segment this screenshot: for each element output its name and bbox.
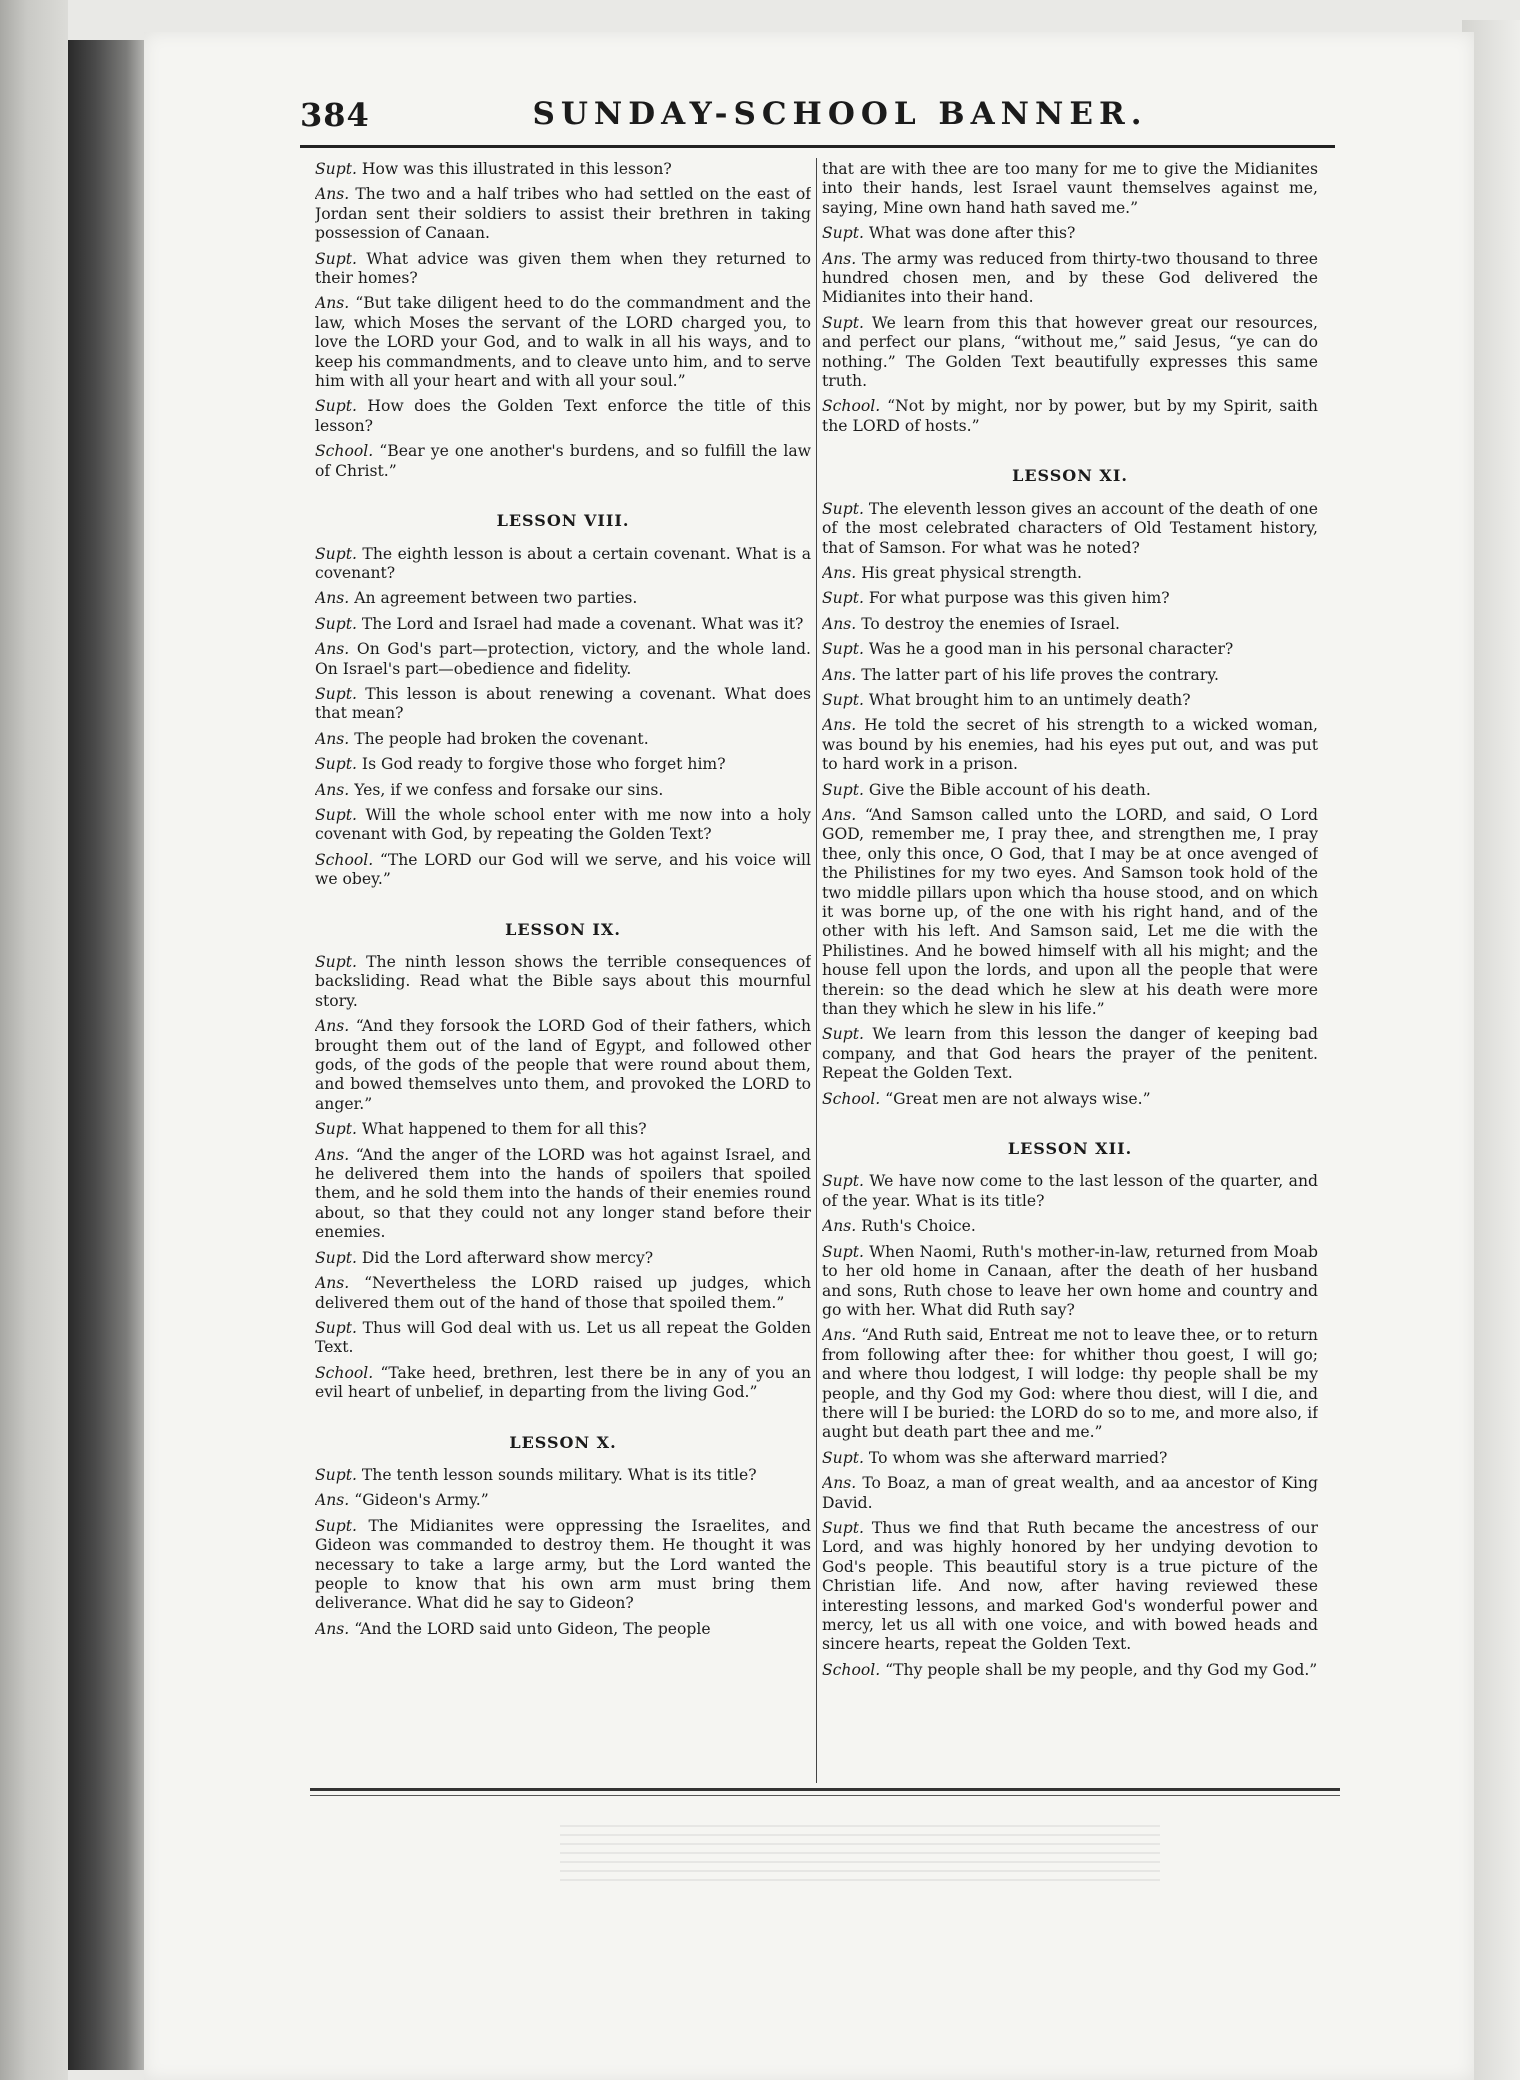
paragraph-text: The eighth lesson is about a certain covenant. What is a covenant? xyxy=(315,544,811,582)
book-gutter-shadow xyxy=(68,40,146,2070)
dialogue-paragraph xyxy=(822,314,1318,392)
dialogue-paragraph xyxy=(315,250,811,289)
paragraph-text: that are with thee are too many for me to give the Midianites into their hands, lest Israel vaunt themselves against me, saying, Mine own hand hath saved me.” xyxy=(822,160,1318,217)
dialogue-paragraph xyxy=(315,589,811,608)
paragraph-text: “And Ruth said, Entreat me not to leave thee, or to return from following after thee: for whither thou goest, I will go; and where thou lodgest, I will lodge: thy people shall be my people, and thy God my God: where thou diest, will I die, and there will I be buried: the LORD do so to me, and more also, if aught but death part thee and me.” xyxy=(822,1326,1318,1442)
lesson-body xyxy=(315,1466,811,1639)
right-column xyxy=(822,160,1318,1800)
paragraph-text: Will the whole school enter with me now into a holy covenant with God, by repeating the Golden Text? xyxy=(315,805,811,844)
speaker-label: Ans. xyxy=(315,640,350,659)
speaker-label: Ans. xyxy=(315,1145,350,1164)
dialogue-paragraph xyxy=(822,1090,1318,1109)
paragraph-text: To whom was she afterward married? xyxy=(868,1448,1168,1467)
dialogue-paragraph xyxy=(315,442,811,481)
paragraph-text: What happened to them for all this? xyxy=(361,1120,647,1139)
paragraph-text: The ninth lesson shows the terrible consequences of backsliding. Read what the Bible says about this mournful story. xyxy=(315,953,811,1010)
paragraph-text: On God's part—protection, victory, and the whole land. On Israel's part—obedience and fidelity. xyxy=(315,640,811,678)
speaker-label: Supt. xyxy=(315,1516,357,1535)
dialogue-paragraph xyxy=(822,666,1318,685)
speaker-label: Ans. xyxy=(315,1619,350,1638)
dialogue-paragraph xyxy=(822,397,1318,436)
paragraph-text: The Lord and Israel had made a covenant. What was it? xyxy=(361,614,804,633)
speaker-label: Supt. xyxy=(315,805,357,824)
speaker-label: School. xyxy=(315,850,374,869)
speaker-label: Supt. xyxy=(315,249,357,268)
dialogue-paragraph xyxy=(315,806,811,845)
speaker-label: Supt. xyxy=(822,224,864,243)
speaker-label: Ans. xyxy=(822,614,857,633)
paragraph-text: What brought him to an untimely death? xyxy=(868,690,1191,709)
dialogue-paragraph xyxy=(822,1661,1318,1680)
paragraph-text: “Not by might, nor by power, but by my Spirit, saith the LORD of hosts.” xyxy=(822,397,1318,435)
paragraph-text: His great physical strength. xyxy=(861,563,1083,582)
dialogue-paragraph xyxy=(822,1326,1318,1442)
speaker-label: Supt. xyxy=(315,1318,357,1337)
paragraph-text: “Take heed, brethren, lest there be in any of you an evil heart of unbelief, in departing from the living God.” xyxy=(315,1363,811,1402)
lesson-body xyxy=(822,1172,1318,1680)
paragraph-text: We learn from this lesson the danger of keeping bad company, and that God hears the prayer of the penitent. Repeat the Golden Text. xyxy=(822,1025,1318,1083)
paragraph-text: To Boaz, a man of great wealth, and aa ancestor of King David. xyxy=(822,1474,1318,1512)
speaker-label: Supt. xyxy=(315,544,357,563)
paragraph-text: We learn from this that however great our resources, and perfect our plans, “without me,” said Jesus, “ye can do nothing.” The Golden Text beautifully expresses this same truth. xyxy=(822,313,1318,391)
speaker-label: Supt. xyxy=(822,640,864,659)
speaker-label: Supt. xyxy=(315,1120,357,1139)
speaker-label: School. xyxy=(822,1089,881,1108)
dialogue-paragraph xyxy=(315,545,811,584)
paper-bleed-through xyxy=(560,1825,1160,1885)
dialogue-paragraph xyxy=(822,640,1318,659)
footer-rule xyxy=(310,1795,1340,1796)
lesson-body xyxy=(315,953,811,1403)
paragraph-text: Yes, if we confess and forsake our sins. xyxy=(354,780,664,799)
paragraph-text: “And the LORD said unto Gideon, The people xyxy=(354,1619,711,1638)
paragraph-text: When Naomi, Ruth's mother-in-law, returned from Moab to her old home in Canaan, after the death of her husband and sons, Ruth chose to leave her own home and country and go with her. What did Ruth say? xyxy=(822,1242,1318,1319)
speaker-label: Ans. xyxy=(315,589,350,608)
lesson-heading: LESSON X. xyxy=(509,1432,617,1452)
dialogue-paragraph xyxy=(315,953,811,1011)
speaker-label: School. xyxy=(315,1363,374,1382)
paragraph-text: “Thy people shall be my people, and thy God my God.” xyxy=(885,1660,1318,1679)
speaker-label: Ans. xyxy=(822,805,857,824)
dialogue-paragraph xyxy=(822,224,1318,243)
dialogue-paragraph xyxy=(822,1217,1318,1236)
speaker-label: Ans. xyxy=(315,185,350,204)
paragraph-text: “And they forsook the LORD God of their fathers, which brought them out of the land of Egypt, and followed other gods, of the gods of the people that were round about them, and bowed themselves unto them, and provoked the LORD to anger.” xyxy=(315,1017,811,1113)
lesson-body xyxy=(315,545,811,890)
lesson-body xyxy=(822,500,1318,1109)
continuation-section xyxy=(822,160,1318,436)
dialogue-paragraph xyxy=(315,851,811,890)
dialogue-paragraph xyxy=(315,1249,811,1268)
paragraph-text: “Great men are not always wise.” xyxy=(885,1089,1151,1108)
dialogue-paragraph xyxy=(315,1620,811,1639)
speaker-label: Ans. xyxy=(315,780,350,799)
dialogue-paragraph xyxy=(315,294,811,391)
lesson-heading: LESSON VIII. xyxy=(496,511,630,531)
intro-section xyxy=(315,160,811,481)
dialogue-paragraph xyxy=(315,1146,811,1243)
speaker-label: Ans. xyxy=(822,716,857,735)
scan-edge xyxy=(0,0,68,2080)
footer-rule xyxy=(310,1788,1340,1791)
paragraph-text: To destroy the enemies of Israel. xyxy=(861,614,1121,633)
paragraph-text: The two and a half tribes who had settled on the east of Jordan sent their soldiers to assist their brethren in taking possession of Canaan. xyxy=(315,185,811,243)
lesson-heading: LESSON XII. xyxy=(1007,1139,1133,1159)
speaker-label: Ans. xyxy=(315,729,350,748)
speaker-label: Supt. xyxy=(315,1465,357,1484)
dialogue-paragraph xyxy=(822,806,1318,1019)
dialogue-paragraph xyxy=(315,1274,811,1313)
dialogue-paragraph xyxy=(315,640,811,679)
dialogue-paragraph xyxy=(315,781,811,800)
dialogue-paragraph xyxy=(315,1120,811,1139)
dialogue-paragraph xyxy=(822,500,1318,558)
header-rule xyxy=(300,145,1335,148)
paragraph-text: “Gideon's Army.” xyxy=(354,1491,489,1510)
speaker-label: Ans. xyxy=(315,294,350,313)
dialogue-paragraph xyxy=(822,781,1318,800)
speaker-label: School. xyxy=(315,442,374,461)
dialogue-paragraph xyxy=(315,1517,811,1614)
dialogue-paragraph xyxy=(315,1491,811,1510)
paragraph-text: Was he a good man in his personal character? xyxy=(868,640,1234,659)
paragraph-text: The latter part of his life proves the contrary. xyxy=(861,665,1219,684)
dialogue-paragraph xyxy=(315,1017,811,1114)
paragraph-text: He told the secret of his strength to a wicked woman, was bound by his enemies, had his eyes put out, and was put to hard work in a prison. xyxy=(822,716,1318,774)
paragraph-text: An agreement between two parties. xyxy=(354,589,638,608)
column-divider xyxy=(816,158,817,1783)
dialogue-paragraph xyxy=(315,1364,811,1403)
speaker-label: School. xyxy=(822,1660,881,1679)
speaker-label: Supt. xyxy=(315,614,357,633)
dialogue-paragraph xyxy=(822,250,1318,308)
speaker-label: Supt. xyxy=(315,1248,357,1267)
left-column xyxy=(315,160,811,1800)
speaker-label: Supt. xyxy=(315,755,357,774)
dialogue-paragraph xyxy=(822,589,1318,608)
paragraph-text: What was done after this? xyxy=(868,224,1076,243)
dialogue-paragraph xyxy=(822,1519,1318,1655)
paragraph-text: The eleventh lesson gives an account of the death of one of the most celebrated characters of Old Testament history, that of Samson. For what was he noted? xyxy=(822,499,1318,557)
dialogue-paragraph xyxy=(315,185,811,243)
speaker-label: Ans. xyxy=(315,1017,350,1036)
paragraph-text: The tenth lesson sounds military. What is its title? xyxy=(361,1465,757,1484)
paragraph-text: We have now come to the last lesson of the quarter, and of the year. What is its title? xyxy=(822,1172,1318,1210)
paragraph-text: “But take diligent heed to do the commandment and the law, which Moses the servant of the LORD charged you, to love the LORD your God, and to walk in all his ways, and to keep his commandments, and to cleave unto him, and to serve him with all your heart and with all your soul.” xyxy=(315,294,811,391)
paragraph-text: Ruth's Choice. xyxy=(861,1217,976,1236)
speaker-label: Supt. xyxy=(822,499,864,518)
speaker-label: Ans. xyxy=(822,1217,857,1236)
speaker-label: Supt. xyxy=(822,1242,864,1261)
speaker-label: School. xyxy=(822,397,881,416)
journal-title: SUNDAY-SCHOOL BANNER. xyxy=(532,96,1148,132)
page-number: 384 xyxy=(300,96,370,134)
speaker-label: Supt. xyxy=(822,1025,864,1044)
paragraph-text: The Midianites were oppressing the Israelites, and Gideon was commanded to destroy them. He thought it was necessary to take a large army, but the Lord wanted the people to know that his own arm must bring them deliverance. What did he say to Gideon? xyxy=(315,1516,811,1613)
paragraph-text: For what purpose was this given him? xyxy=(868,589,1170,608)
speaker-label: Ans. xyxy=(822,665,857,684)
speaker-label: Ans. xyxy=(822,1326,857,1345)
speaker-label: Supt. xyxy=(315,684,357,703)
speaker-label: Supt. xyxy=(822,1518,864,1537)
speaker-label: Ans. xyxy=(822,249,857,268)
lesson-heading: LESSON XI. xyxy=(1012,466,1128,486)
dialogue-paragraph xyxy=(822,1025,1318,1083)
paragraph-text: “Nevertheless the LORD raised up judges, which delivered them out of the hand of those that spoiled them.” xyxy=(315,1274,811,1312)
dialogue-paragraph xyxy=(822,691,1318,710)
paragraph-text: Thus we find that Ruth became the ancestress of our Lord, and was highly honored by her undying devotion to God's people. This beautiful story is a true picture of the Christian life. And now, after having reviewed these interesting lessons, and marked God's wonderful power and mercy, let us all with one voice, and with bowed heads and sincere hearts, repeat the Golden Text. xyxy=(822,1518,1318,1654)
dialogue-paragraph xyxy=(822,716,1318,774)
paragraph-text: Give the Bible account of his death. xyxy=(868,780,1151,799)
paragraph-text: How does the Golden Text enforce the title of this lesson? xyxy=(315,397,811,435)
paragraph-text: “The LORD our God will we serve, and his voice will we obey.” xyxy=(315,850,811,889)
speaker-label: Supt. xyxy=(822,589,864,608)
dialogue-paragraph xyxy=(822,1172,1318,1211)
speaker-label: Supt. xyxy=(315,953,357,971)
dialogue-paragraph xyxy=(315,615,811,634)
dialogue-paragraph xyxy=(315,685,811,724)
dialogue-paragraph xyxy=(315,730,811,749)
dialogue-paragraph xyxy=(315,160,811,179)
dialogue-paragraph xyxy=(315,755,811,774)
paragraph-text: Thus will God deal with us. Let us all repeat the Golden Text. xyxy=(315,1318,811,1357)
speaker-label: Supt. xyxy=(822,690,864,709)
speaker-label: Supt. xyxy=(822,1172,864,1191)
dialogue-paragraph xyxy=(315,1319,811,1358)
paragraph-text: The people had broken the covenant. xyxy=(354,729,649,748)
speaker-label: Supt. xyxy=(315,160,357,178)
paragraph-text: The army was reduced from thirty-two thousand to three hundred chosen men, and by these God delivered the Midianites into their hand. xyxy=(822,249,1318,307)
speaker-label: Ans. xyxy=(822,1474,857,1493)
paragraph-text: Is God ready to forgive those who forget him? xyxy=(361,755,726,774)
paragraph-text: “And Samson called unto the LORD, and said, O Lord GOD, remember me, I pray thee, and strengthen me, I pray thee, only this once, O God, that I may be at once avenged of the Philistines for my two eyes. And Samson took hold of the two middle pillars upon which tha house stood, and on which it was borne up, of the one with his right hand, and of the other with his left. And Samson said, Let me die with the Philistines. And he bowed himself with all his might; and the house fell upon the lords, and upon all the people that were therein: so the dead which he slew at his death were more than they which he slew in his life.” xyxy=(822,805,1318,1019)
paragraph-text: This lesson is about renewing a covenant. What does that mean? xyxy=(315,684,811,723)
lesson-heading: LESSON IX. xyxy=(505,919,621,939)
speaker-label: Supt. xyxy=(822,1448,864,1467)
dialogue-paragraph xyxy=(822,615,1318,634)
dialogue-paragraph xyxy=(822,1243,1318,1321)
speaker-label: Ans. xyxy=(315,1491,350,1510)
speaker-label: Supt. xyxy=(315,397,357,416)
speaker-label: Supt. xyxy=(822,313,864,332)
paragraph-text: “Bear ye one another's burdens, and so fulfill the law of Christ.” xyxy=(315,442,811,480)
dialogue-paragraph xyxy=(822,1474,1318,1513)
speaker-label: Supt. xyxy=(822,780,864,799)
paragraph-text: Did the Lord afterward show mercy? xyxy=(361,1248,654,1267)
dialogue-paragraph xyxy=(822,564,1318,583)
paragraph-text: “And the anger of the LORD was hot against Israel, and he delivered them into the hands of spoilers that spoiled them, and he sold them into the hands of their enemies round about, so that they could not any longer stand before their enemies. xyxy=(315,1145,811,1242)
speaker-label: Ans. xyxy=(822,563,857,582)
dialogue-paragraph xyxy=(822,160,1318,218)
dialogue-paragraph xyxy=(315,397,811,436)
dialogue-paragraph xyxy=(315,1466,811,1485)
dialogue-paragraph xyxy=(822,1449,1318,1468)
speaker-label: Ans. xyxy=(315,1274,350,1293)
paragraph-text: How was this illustrated in this lesson? xyxy=(361,160,672,178)
paragraph-text: What advice was given them when they returned to their homes? xyxy=(315,249,811,288)
